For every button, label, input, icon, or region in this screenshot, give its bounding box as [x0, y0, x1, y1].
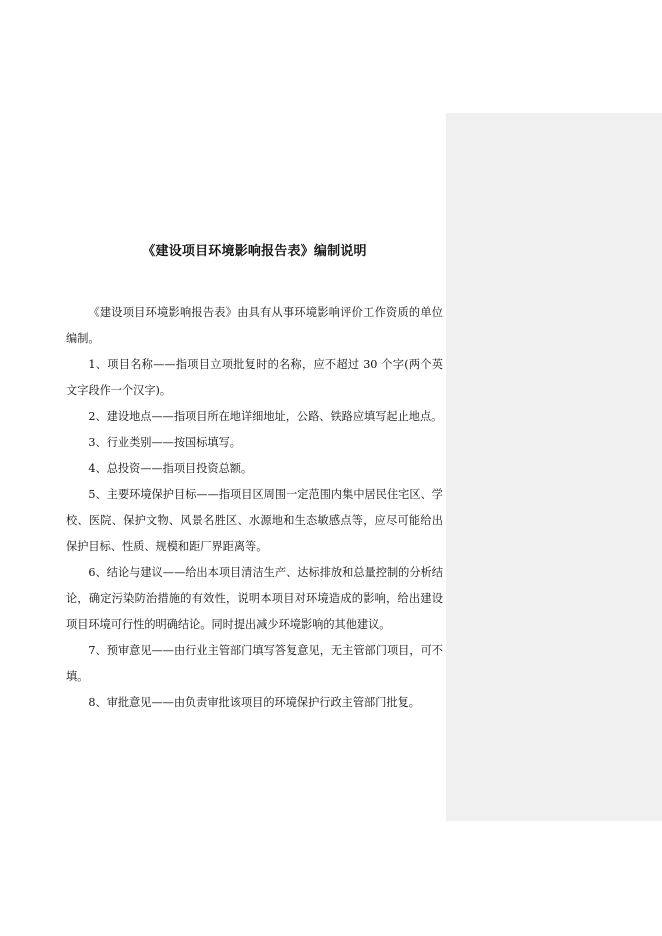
paragraph-conclusion: 6、结论与建议——给出本项目清洁生产、达标排放和总量控制的分析结论，确定污染防治措施的有效性，说明本项目对环境造成的影响，给出建设项目环境可行性的明确结论。同时提出减少环境影响的其他建议。 — [66, 566, 443, 631]
paragraph-protection-targets: 5、主要环境保护目标——指项目区周围一定范围内集中居民住宅区、学校、医院、保护文物、风景名胜区、水源地和生态敏感点等，应尽可能给出保护目标、性质、规模和距厂界距离等。 — [66, 488, 443, 553]
document-body — [66, 300, 443, 716]
comment-margin-pane — [446, 113, 662, 821]
paragraph-preliminary-review: 7、预审意见——由行业主管部门填写答复意见，无主管部门项目，可不填。 — [66, 644, 443, 683]
document-title: 《建设项目环境影响报告表》编制说明 — [142, 244, 367, 259]
paragraph-location: 2、建设地点——指项目所在地详细地址，公路、铁路应填写起止地点。 — [88, 410, 443, 423]
paragraph-approval: 8、审批意见——由负责审批该项目的环境保护行政主管部门批复。 — [88, 696, 420, 709]
paragraph-intro: 《建设项目环境影响报告表》由具有从事环境影响评价工作资质的单位编制。 — [66, 306, 443, 345]
paragraph-investment: 4、总投资——指项目投资总额。 — [88, 462, 253, 475]
paragraph-industry: 3、行业类别——按国标填写。 — [88, 436, 241, 449]
document-page — [66, 238, 443, 716]
paragraph-project-name: 1、项目名称——指项目立项批复时的名称，应不超过 30 个字(两个英文字段作一个汉字)。 — [66, 358, 443, 397]
